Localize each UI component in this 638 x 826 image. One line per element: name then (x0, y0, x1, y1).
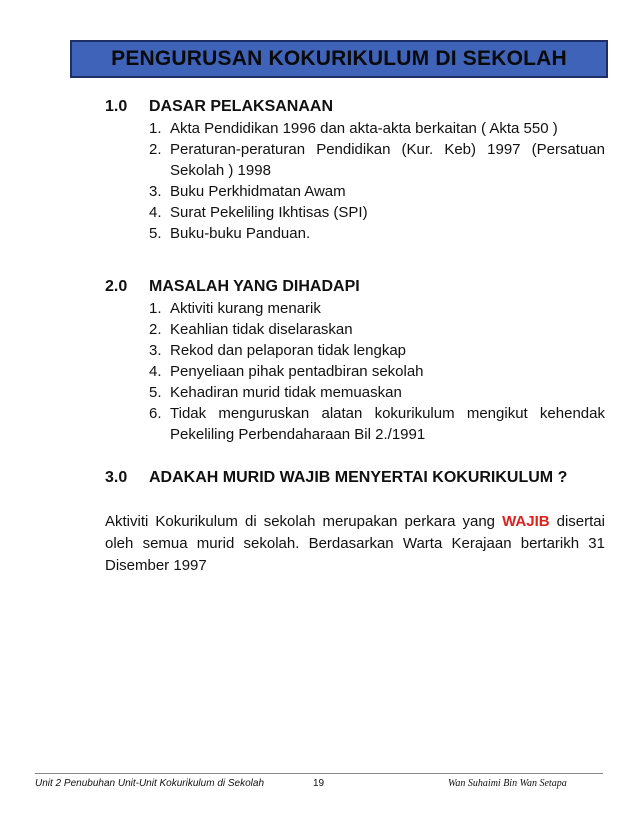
section-heading (105, 467, 605, 489)
body-paragraph (105, 511, 605, 577)
item-text: Surat Pekeliling Ikhtisas (SPI) (170, 204, 368, 221)
item-number: 6. (149, 405, 162, 422)
section-number: 1.0 (105, 98, 128, 115)
item-number: 4. (149, 204, 162, 221)
item-list (105, 118, 605, 244)
item-text: Buku Perkhidmatan Awam (170, 183, 346, 200)
list-item (149, 202, 605, 223)
footer-unit-title: Unit 2 Penubuhan Unit-Unit Kokurikulum di Sekolah (35, 778, 265, 789)
section-title: DASAR PELAKSANAAN (149, 98, 334, 115)
item-list (105, 298, 605, 445)
list-item (149, 181, 605, 202)
item-text: Peraturan-peraturan Pendidikan (Kur. Keb) 1997 (Persatuan Sekolah ) 1998 (170, 141, 605, 179)
list-item (149, 382, 605, 403)
section-dasar-pelaksanaan (105, 96, 605, 244)
list-item (149, 340, 605, 361)
item-number: 3. (149, 183, 162, 200)
list-item (149, 298, 605, 319)
item-text: Keahlian tidak diselaraskan (170, 321, 353, 338)
item-number: 1. (149, 300, 162, 317)
footer-page-number: 19 (313, 778, 325, 789)
list-item (149, 319, 605, 340)
item-number: 5. (149, 225, 162, 242)
list-item (149, 223, 605, 244)
item-number: 1. (149, 120, 162, 137)
section-adakah-murid-wajib (105, 467, 605, 489)
item-number: 5. (149, 384, 162, 401)
item-text: Akta Pendidikan 1996 dan akta-akta berkaitan ( Akta 550 ) (170, 120, 558, 137)
item-text: Buku-buku Panduan. (170, 225, 311, 242)
section-heading (105, 276, 605, 298)
paragraph-text-after: disertai oleh semua murid sekolah. Berdasarkan Warta Kerajaan bertarikh 31 Disember 1997 (105, 513, 605, 574)
item-number: 3. (149, 342, 162, 359)
section-masalah-dihadapi (105, 276, 605, 445)
list-item (149, 139, 605, 181)
list-item (149, 118, 605, 139)
item-text: Rekod dan pelaporan tidak lengkap (170, 342, 407, 359)
item-text: Penyeliaan pihak pentadbiran sekolah (170, 363, 424, 380)
item-text: Tidak menguruskan alatan kokurikulum mengikut kehendak Pekeliling Perbendaharaan Bil 2./1991 (170, 405, 605, 443)
item-number: 4. (149, 363, 162, 380)
item-number: 2. (149, 141, 162, 158)
section-title: ADAKAH MURID WAJIB MENYERTAI KOKURIKULUM ? (149, 469, 568, 486)
item-text: Kehadiran murid tidak memuaskan (170, 384, 402, 401)
item-text: Aktiviti kurang menarik (170, 300, 321, 317)
footer-author: Wan Suhaimi Bin Wan Setapa (448, 778, 567, 789)
page-title-banner (70, 40, 608, 78)
section-number: 3.0 (105, 469, 128, 486)
footer-divider (35, 773, 603, 774)
list-item (149, 403, 605, 445)
paragraph-text-before: Aktiviti Kokurikulum di sekolah merupakan perkara yang (105, 513, 503, 530)
item-number: 2. (149, 321, 162, 338)
paragraph-emphasis: WAJIB (502, 513, 550, 530)
list-item (149, 361, 605, 382)
section-number: 2.0 (105, 278, 128, 295)
page-title: PENGURUSAN KOKURIKULUM DI SEKOLAH (111, 47, 567, 70)
section-title: MASALAH YANG DIHADAPI (149, 278, 360, 295)
section-heading (105, 96, 605, 118)
